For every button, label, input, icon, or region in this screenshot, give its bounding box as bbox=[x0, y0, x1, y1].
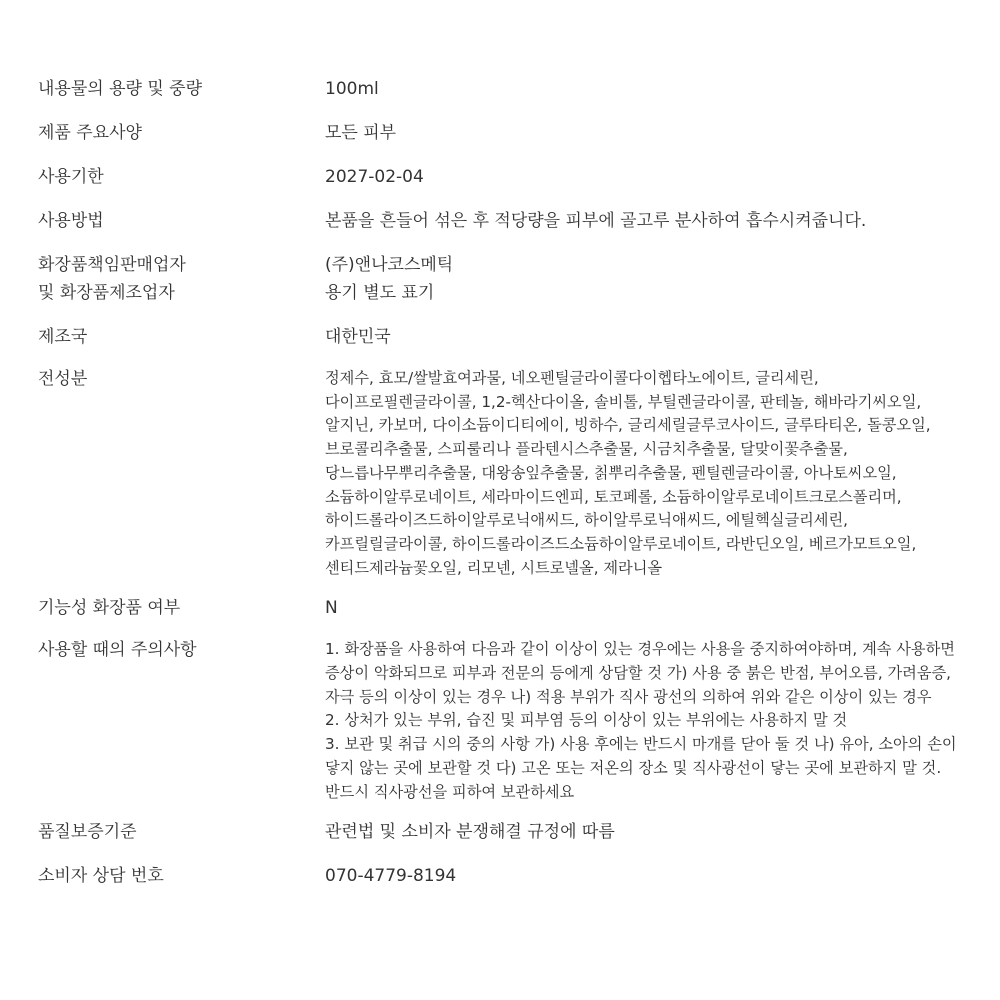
label-quality: 품질보증기준 bbox=[38, 822, 137, 843]
label-capacity: 내용물의 용량 및 중량 bbox=[38, 79, 203, 99]
row-main-spec bbox=[38, 119, 968, 147]
product-info-table bbox=[38, 72, 968, 890]
label-country: 제조국 bbox=[38, 327, 88, 347]
label-ingredients: 전성분 bbox=[38, 369, 88, 389]
row-capacity bbox=[38, 75, 968, 103]
label-consumer-phone: 소비자 상담 번호 bbox=[38, 866, 164, 887]
value-ingredients: 정제수, 효모/쌀발효여과물, 네오펜틸글라이콜다이헵타노에이트, 글리세린, 다이프로필렌글라이콜, 1,2-헥산다이올, 솔비톨, 부틸렌글라이콜, 판테놀, 해바라기씨오일, 알지닌, 카보머, 다이소듐이디티에이, 빙하수, 글리세릴글루코사이드, 글루타티온, 돌콩오일, 브로콜리추출물, 스피룰리나 플라텐시스추출물, 시금치추출물, 달맞이꽃추출물, 당느릅나무뿌리추출물, 대왕송잎추출물, 칡뿌리추출물, 펜틸렌글라이콜, 아나토씨오일, 소듐하이알루로네이트, 세라마이드엔피, 토코페롤, 소듐하이알루로네이트크로스폴리머, 하이드롤라이즈드하이알루로닉애씨드, 하이알루로닉애씨드, 에틸헥실글리세린, 카프릴릴글라이콜, 하이드롤라이즈드소듐하이알루로네이트, 라반딘오일, 베르가모트오일, 센티드제라늄꽃오일, 리모넨, 시트로넬올, 제라니올 bbox=[325, 369, 931, 577]
value-main-spec: 모든 피부 bbox=[325, 123, 397, 143]
row-functional bbox=[38, 594, 968, 622]
precaution-item-2: 2. 상처가 있는 부위, 습진 및 피부염 등의 이상이 있는 부위에는 사용하지 말 것 bbox=[325, 711, 848, 730]
row-consumer-phone bbox=[38, 862, 968, 890]
row-expiry bbox=[38, 163, 968, 191]
value-precautions bbox=[325, 636, 968, 804]
label-manufacturer-line-1: 화장품책임판매업자 bbox=[38, 255, 186, 275]
row-usage bbox=[38, 207, 968, 235]
value-consumer-phone: 070-4779-8194 bbox=[325, 866, 457, 887]
precaution-item-1: 1. 화장품을 사용하여 다음과 같이 이상이 있는 경우에는 사용을 중지하여야하며, 계속 사용하면 증상이 악화되므로 피부과 전문의 등에게 상담할 것 가) 사용 중 붉은 반점, 부어오름, 가려움증, 자극 등의 이상이 있는 경우 나) 적용 부위가 직사 광선의 의하여 위와 같은 이상이 있는 경우 bbox=[325, 640, 955, 706]
value-quality: 관련법 및 소비자 분쟁해결 규정에 따름 bbox=[325, 822, 615, 843]
row-precautions bbox=[38, 636, 968, 804]
row-manufacturer bbox=[38, 251, 968, 307]
row-quality bbox=[38, 818, 968, 846]
label-expiry: 사용기한 bbox=[38, 167, 104, 187]
label-precautions: 사용할 때의 주의사항 bbox=[38, 640, 197, 661]
label-functional: 기능성 화장품 여부 bbox=[38, 598, 181, 619]
value-usage: 본품을 흔들어 섞은 후 적당량을 피부에 골고루 분사하여 흡수시켜줍니다. bbox=[325, 211, 867, 231]
precaution-item-3: 3. 보관 및 취급 시의 중의 사항 가) 사용 후에는 반드시 마개를 닫아 둘 것 나) 유아, 소아의 손이 닿지 않는 곳에 보관할 것 다) 고온 또는 저온의 장소 및 직사광선이 닿는 곳에 보관하지 말 것. 반드시 직사광선을 피하여 보관하세요 bbox=[325, 735, 957, 801]
row-country bbox=[38, 323, 968, 351]
label-manufacturer-line-2: 및 화장품제조업자 bbox=[38, 283, 175, 303]
label-main-spec: 제품 주요사양 bbox=[38, 123, 142, 143]
label-manufacturer bbox=[38, 251, 325, 307]
value-manufacturer bbox=[325, 251, 968, 307]
value-manufacturer-line-1: (주)앤나코스메틱 bbox=[325, 255, 454, 275]
label-usage: 사용방법 bbox=[38, 211, 104, 231]
value-manufacturer-line-2: 용기 별도 표기 bbox=[325, 283, 435, 303]
value-functional: N bbox=[325, 598, 338, 619]
value-expiry: 2027-02-04 bbox=[325, 167, 424, 187]
value-country: 대한민국 bbox=[325, 327, 391, 347]
value-capacity: 100ml bbox=[325, 79, 379, 99]
row-ingredients bbox=[38, 365, 968, 580]
